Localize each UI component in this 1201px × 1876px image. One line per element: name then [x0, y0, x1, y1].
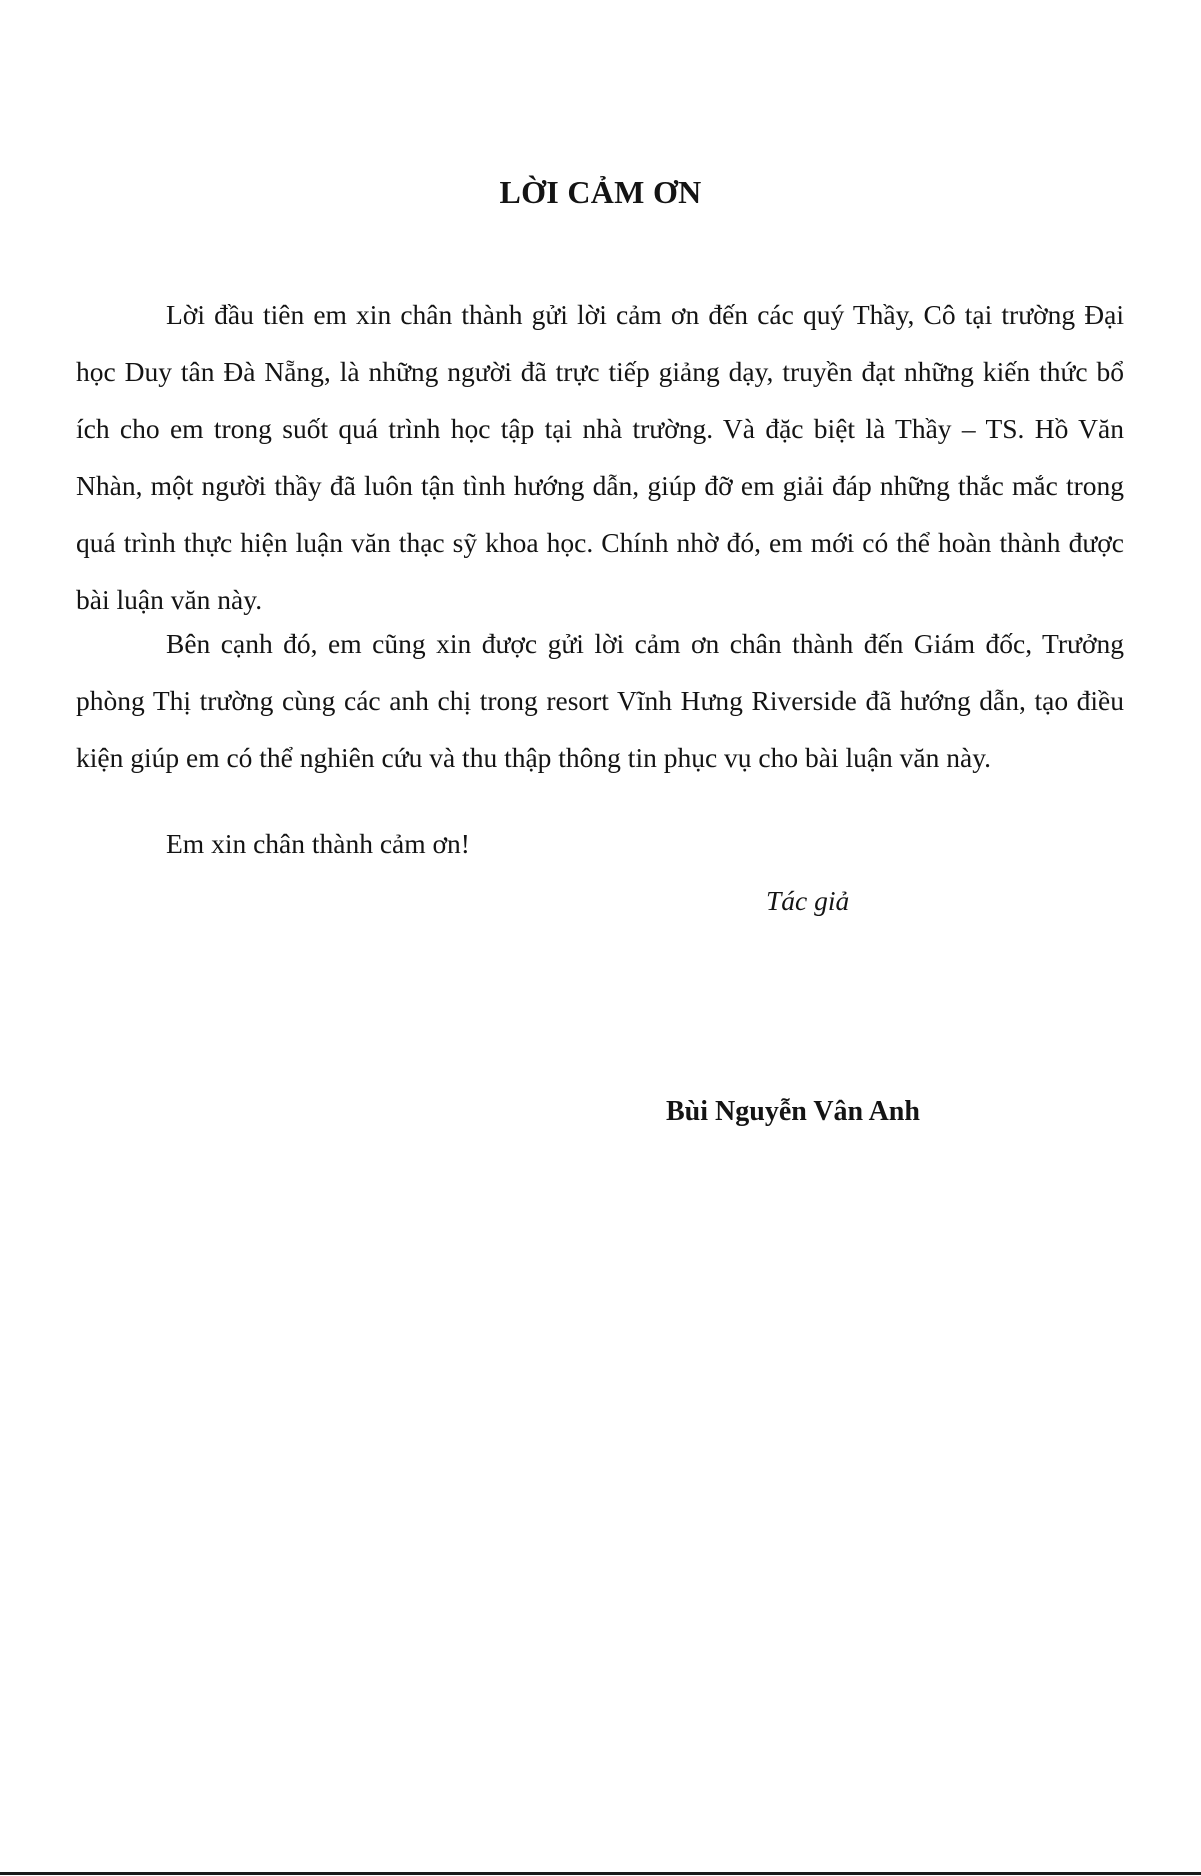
author-label: Tác giả	[766, 885, 850, 916]
paragraph-closing-thanks: Em xin chân thành cảm ơn!	[166, 828, 470, 859]
page-title: LỜI CẢM ƠN	[499, 174, 702, 210]
author-name: Bùi Nguyễn Vân Anh	[666, 1096, 920, 1127]
paragraph-acknowledgement-resort: Bên cạnh đó, em cũng xin được gửi lời cảm ơn chân thành đến Giám đốc, Trưởng phòng Thị trường cùng các anh chị trong resort Vĩnh Hưng Riverside đã hướng dẫn, tạo điều kiện giúp em có thể nghiên cứu và thu thập thông tin phục vụ cho bài luận văn này.	[76, 628, 1124, 773]
paragraph-acknowledgement-teachers: Lời đầu tiên em xin chân thành gửi lời cảm ơn đến các quý Thầy, Cô tại trường Đại học Duy tân Đà Nẵng, là những người đã trực tiếp giảng dạy, truyền đạt những kiến thức bổ ích cho em trong suốt quá trình học tập tại nhà trường. Và đặc biệt là Thầy – TS. Hồ Văn Nhàn, một người thầy đã luôn tận tình hướng dẫn, giúp đỡ em giải đáp những thắc mắc trong quá trình thực hiện luận văn thạc sỹ khoa học. Chính nhờ đó, em mới có thể hoàn thành được bài luận văn này.	[76, 299, 1124, 615]
page-bottom-border	[0, 1872, 1201, 1875]
